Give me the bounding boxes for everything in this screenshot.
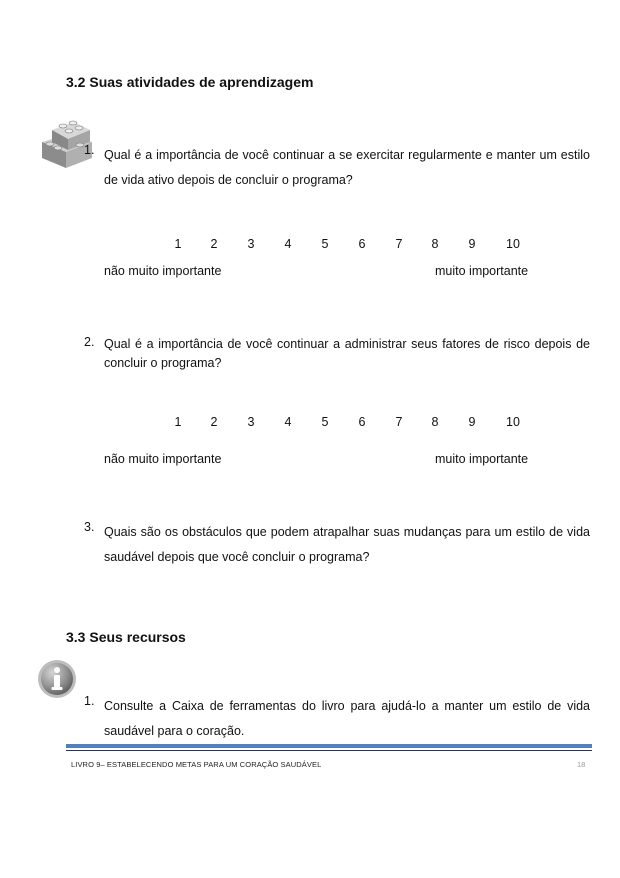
scale-number[interactable]: 5 xyxy=(321,237,329,251)
rating-scale-2 xyxy=(0,415,620,431)
scale-number[interactable]: 10 xyxy=(506,237,520,251)
footer-rule-thin xyxy=(66,750,592,751)
scale-number[interactable]: 10 xyxy=(506,415,520,429)
section-title-activities: 3.2 Suas atividades de aprendizagem xyxy=(66,74,314,90)
scale-number[interactable]: 4 xyxy=(284,415,292,429)
scale-number[interactable]: 2 xyxy=(210,237,218,251)
footer-book-title: LIVRO 9– ESTABELECENDO METAS PARA UM CORAÇÃO SAUDÁVEL xyxy=(71,760,322,769)
question-1-number: 1. xyxy=(84,143,95,157)
footer-rule xyxy=(66,744,592,748)
section-title-resources: 3.3 Seus recursos xyxy=(66,629,186,645)
info-icon xyxy=(36,658,78,700)
page-number: 18 xyxy=(577,760,586,769)
scale-number[interactable]: 3 xyxy=(247,415,255,429)
scale-2-low-label: não muito importante xyxy=(104,452,222,466)
scale-number[interactable]: 8 xyxy=(431,415,439,429)
question-3-text: Quais são os obstáculos que podem atrapalhar suas mudanças para um estilo de vida saudável depois que você concluir o programa? xyxy=(104,525,590,564)
scale-2-high-label: muito importante xyxy=(435,452,529,466)
scale-number[interactable]: 9 xyxy=(468,237,476,251)
question-2-text: Qual é a importância de você continuar a administrar seus fatores de risco depois de concluir o programa? xyxy=(104,337,590,370)
scale-number[interactable]: 5 xyxy=(321,415,329,429)
scale-1-high-label: muito importante xyxy=(435,264,529,278)
scale-number[interactable]: 2 xyxy=(210,415,218,429)
question-1-text: Qual é a importância de você continuar a se exercitar regularmente e manter um estilo de vida ativo depois de concluir o programa? xyxy=(104,148,590,187)
scale-number[interactable]: 1 xyxy=(174,415,182,429)
resource-1-text: Consulte a Caixa de ferramentas do livro para ajudá-lo a manter um estilo de vida saudável para o coração. xyxy=(104,699,590,738)
question-3-number: 3. xyxy=(84,520,95,534)
scale-number[interactable]: 7 xyxy=(395,415,403,429)
scale-1-low-label: não muito importante xyxy=(104,264,222,278)
scale-number[interactable]: 3 xyxy=(247,237,255,251)
scale-number[interactable]: 4 xyxy=(284,237,292,251)
building-blocks-icon xyxy=(36,112,96,170)
scale-number[interactable]: 6 xyxy=(358,237,366,251)
question-2-number: 2. xyxy=(84,335,95,349)
rating-scale-1 xyxy=(0,237,620,253)
resource-1-number: 1. xyxy=(84,694,95,708)
scale-number[interactable]: 7 xyxy=(395,237,403,251)
scale-number[interactable]: 9 xyxy=(468,415,476,429)
scale-number[interactable]: 1 xyxy=(174,237,182,251)
scale-number[interactable]: 6 xyxy=(358,415,366,429)
scale-number[interactable]: 8 xyxy=(431,237,439,251)
